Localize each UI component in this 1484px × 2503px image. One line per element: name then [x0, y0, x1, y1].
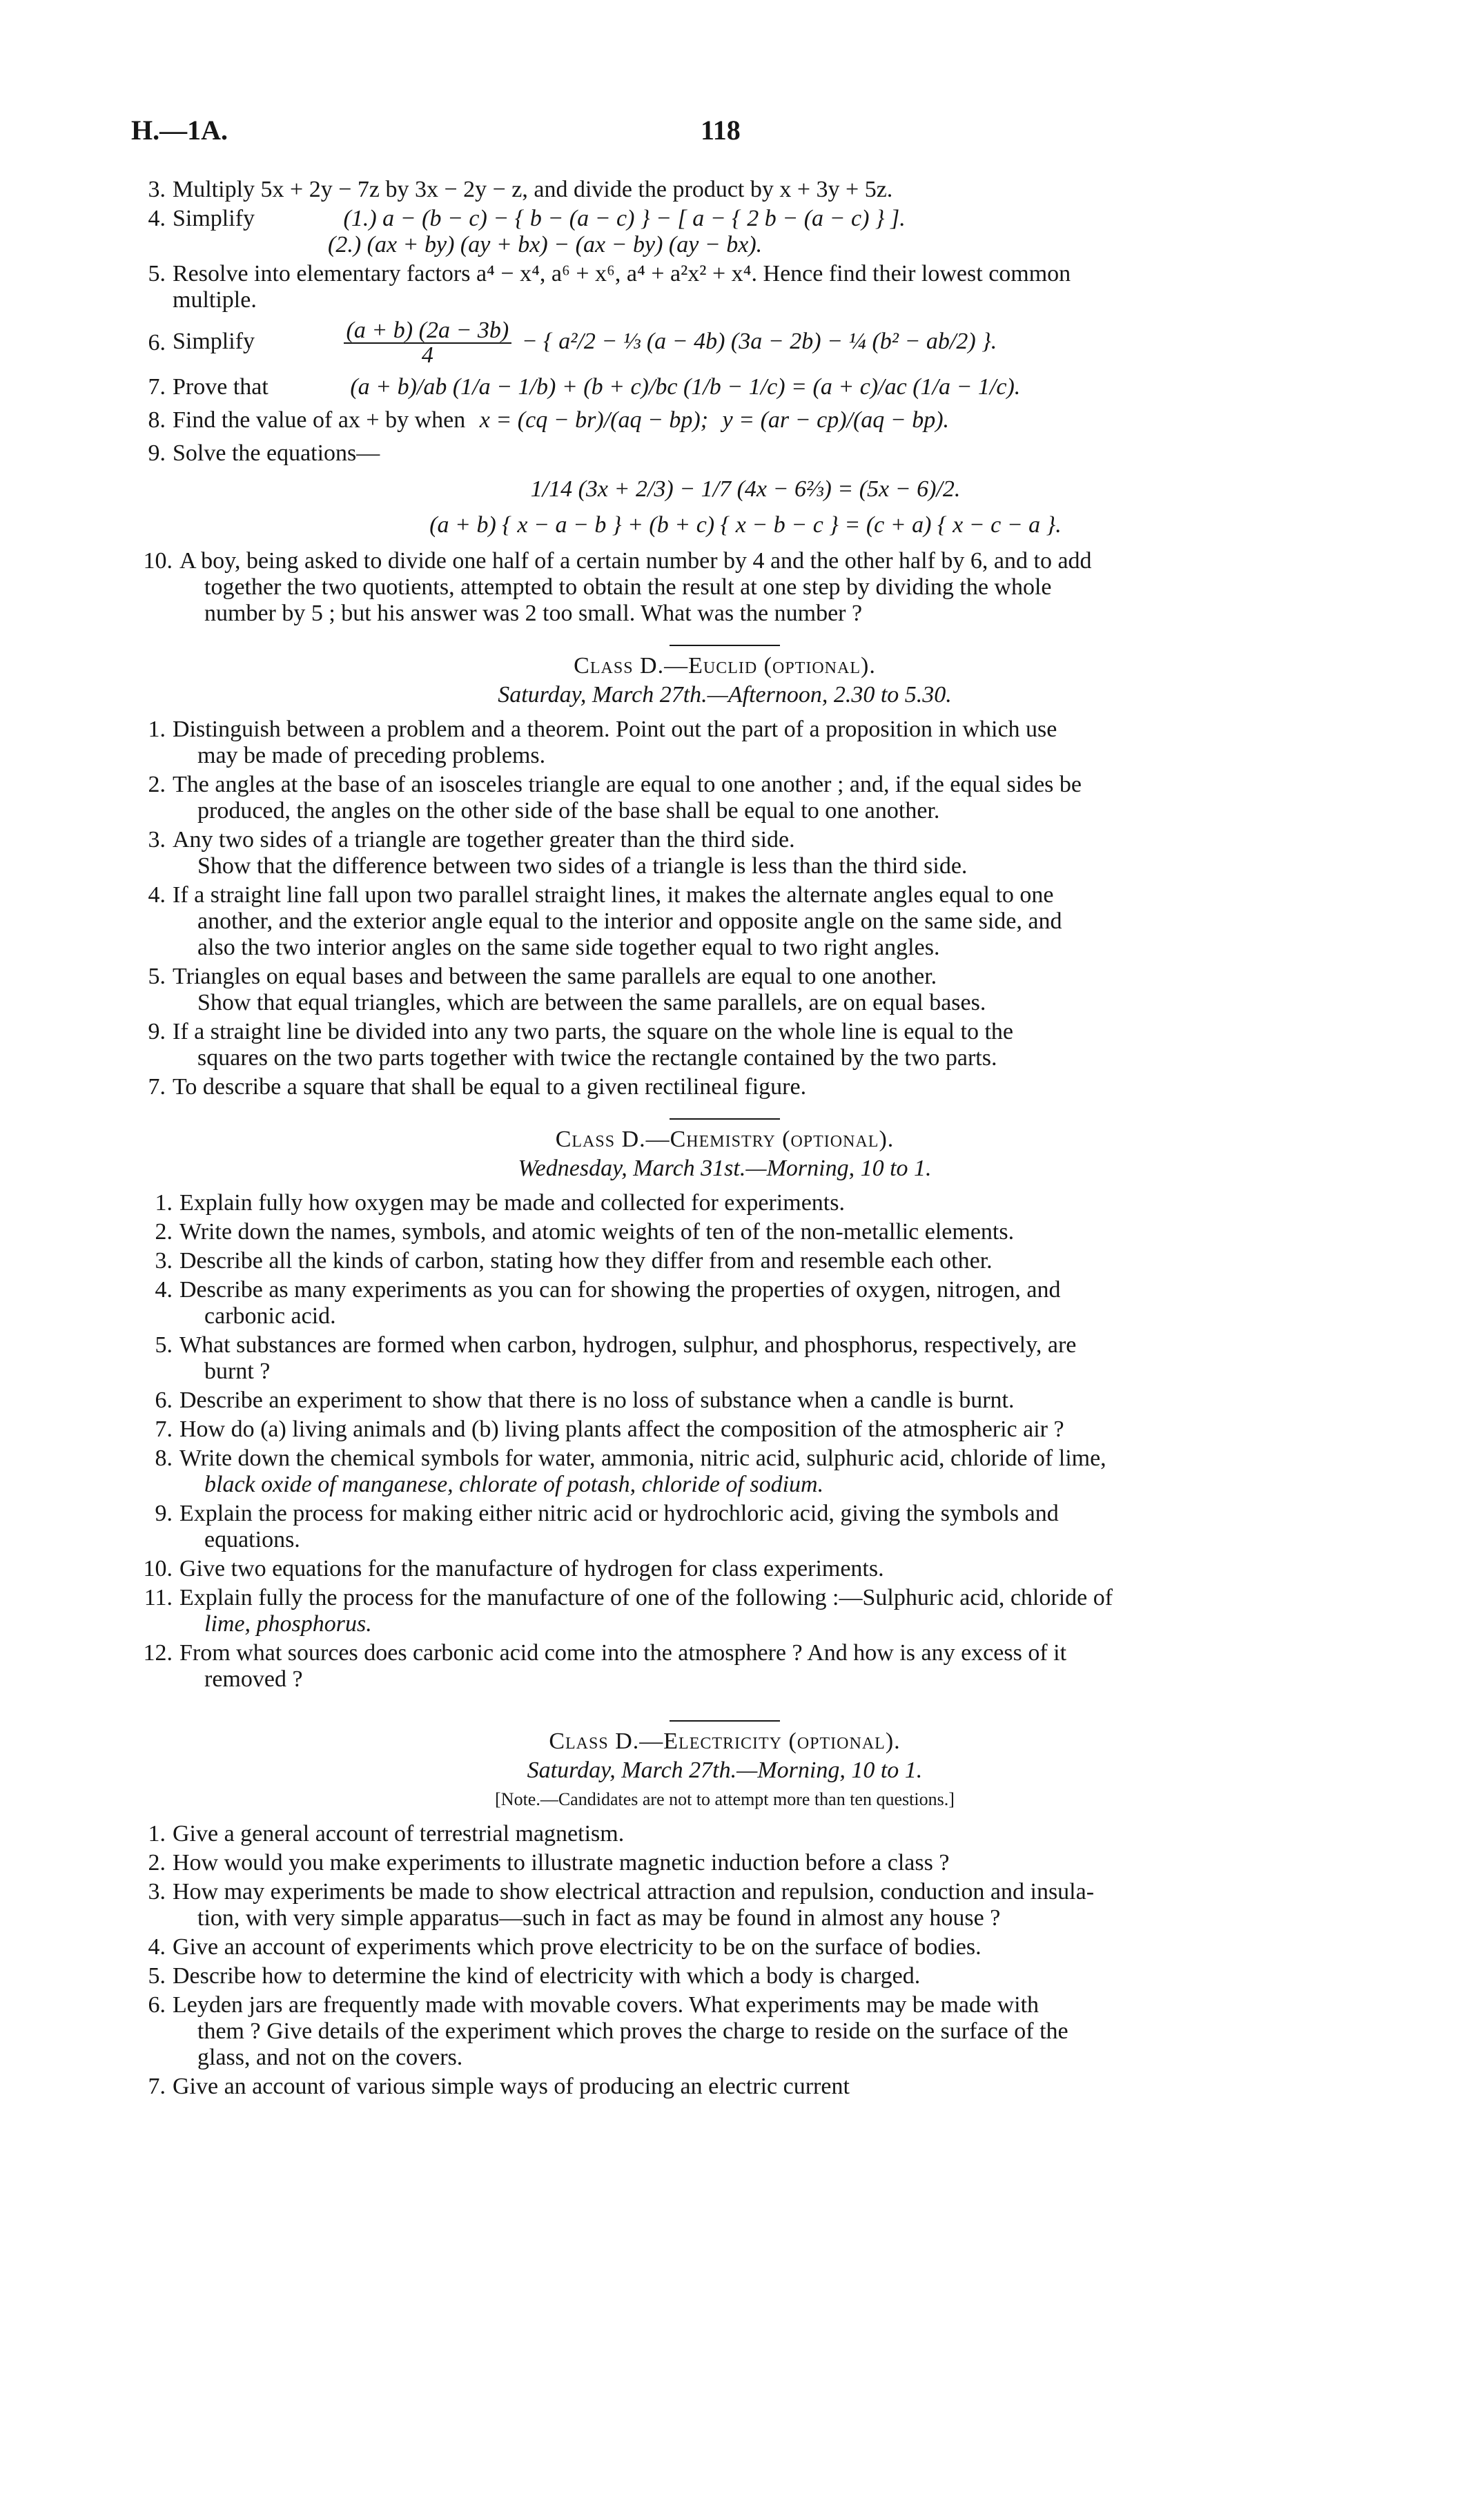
section-euclid — [131, 645, 1318, 708]
question: 7. To describe a square that shall be equal to a given rectilineal figure. — [148, 1074, 807, 1100]
question: 3. Any two sides of a triangle are together greater than the third side. Show that the difference between two sides of a triangle is less than the third side. — [148, 827, 968, 879]
fraction: $\frac{(a + b) (2a - 3b)}{4}$ — [344, 319, 512, 367]
question: 10. A boy, being asked to divide one half of a certain number by 4 and the other half by 6, and to add together the two quotients, attempted to obtain the result at one step by dividing the whole number by 5 ; but his answer was 2 too small. What was the number ? — [143, 548, 1092, 626]
section-electricity — [131, 1720, 1318, 1813]
question: 5. Describe how to determine the kind of electricity with which a body is charged. — [148, 1963, 921, 1989]
question: 9. Explain the process for making either nitric acid or hydrochloric acid, giving the symbols and equations. — [155, 1501, 1059, 1552]
section-note: [Note.—Candidates are not to attempt more than ten questions.] — [495, 1789, 955, 1809]
question: 8. Write down the chemical symbols for water, ammonia, nitric acid, sulphuric acid, chloride of lime, black oxide of manganese, chlorate of potash, chloride of sodium. — [155, 1445, 1106, 1497]
divider — [670, 1720, 780, 1722]
question: 4. Give an account of experiments which prove electricity to be on the surface of bodies. — [148, 1934, 982, 1960]
electricity-questions — [131, 1821, 1318, 2100]
question: 6. Describe an experiment to show that there is no loss of substance when a candle is burnt. — [155, 1387, 1015, 1413]
question: 2. The angles at the base of an isosceles triangle are equal to one another ; and, if the equal sides be produced, the angles on the other side of the base shall be equal to one another. — [148, 772, 1082, 824]
question: 7. How do (a) living animals and (b) living plants affect the composition of the atmospheric air ? — [155, 1416, 1064, 1442]
section-chemistry — [131, 1118, 1318, 1182]
question: 5. Triangles on equal bases and between the same parallels are equal to one another. Show that equal triangles, which are between the same parallels, are on equal bases. — [148, 964, 986, 1015]
equation: (a + b) { x − a − b } + (b + c) { x − b − c } = (c + a) { x − c − a }. — [429, 512, 1062, 538]
question: 6. Leyden jars are frequently made with movable covers. What experiments may be made with them ? Give details of the experiment which proves the charge to reside on the surface of the glass, and not on the covers. — [148, 1992, 1068, 2070]
question: 9. If a straight line be divided into any two parts, the square on the whole line is equal to the squares on the two parts together with twice the rectangle contained by the two parts. — [148, 1019, 1014, 1071]
divider — [670, 1118, 780, 1120]
algebra-questions — [131, 177, 1318, 627]
question: 1. Explain fully how oxygen may be made and collected for experiments. — [155, 1190, 845, 1216]
question: 11. Explain fully the process for the manufacture of one of the following :—Sulphuric acid, chloride of lime, phosphorus. — [144, 1585, 1113, 1637]
question: 4. Simplify (1.) a − (b − c) − { b − (a − c) } − [ a − { 2 b − (a − c) } ]. (2.) (ax + by) (ay + bx) − (ax − by) (ay − bx). — [148, 206, 906, 257]
question: 3. How may experiments be made to show electrical attraction and repulsion, conduction and insula- tion, with very simple apparatus—such in fact as may be found in almost any house ? — [148, 1879, 1095, 1931]
question: 10. Give two equations for the manufacture of hydrogen for class experiments. — [143, 1556, 884, 1581]
question: 5. What substances are formed when carbon, hydrogen, sulphur, and phosphorus, respectively, are burnt ? — [155, 1332, 1077, 1384]
question: 4. Describe as many experiments as you can for showing the properties of oxygen, nitrogen, and carbonic acid. — [155, 1277, 1061, 1329]
question: 9. Solve the equations— 1/14 (3x + 2/3) − 1/7 (4x − 6⅔) = (5x − 6)/2. (a + b) { x − a − b } + (b + c) { x − b − c } = (c + a) { x − c − a }. — [131, 440, 1318, 538]
chemistry-questions — [131, 1190, 1318, 1693]
section-title: Class D.—Euclid (optional). — [574, 653, 876, 679]
section-title: Class D.—Electricity (optional). — [549, 1728, 901, 1754]
equation: 1/14 (3x + 2/3) − 1/7 (4x − 6⅔) = (5x − 6)/2. — [530, 476, 961, 502]
question: 6. Simplify $\frac{(a + b) (2a - 3b)}{4}$ − { a²/2 − ⅓ (a − 4b) (3a − 2b) − ¼ (b² − ab/2) }. — [148, 318, 997, 368]
section-date: Saturday, March 27th.—Morning, 10 to 1. — [527, 1757, 923, 1783]
page-number: 118 — [701, 115, 741, 146]
question: 12. From what sources does carbonic acid come into the atmosphere ? And how is any excess of it removed ? — [143, 1640, 1067, 1692]
document-page — [131, 117, 1318, 2103]
section-title: Class D.—Chemistry (optional). — [555, 1127, 895, 1152]
section-date: Saturday, March 27th.—Afternoon, 2.30 to 5.30. — [498, 682, 952, 708]
question: 8. Find the value of ax + by when x = (cq − br)/(aq − bp); y = (ar − cp)/(aq − bp). — [148, 407, 950, 433]
document-reference: H.—1A. — [131, 115, 228, 146]
question: 7. Prove that (a + b)/ab (1/a − 1/b) + (b + c)/bc (1/b − 1/c) = (a + c)/ac (1/a − 1/c). — [148, 374, 1021, 400]
page-header — [131, 117, 1318, 156]
question: 3. Multiply 5x + 2y − 7z by 3x − 2y − z, and divide the product by x + 3y + 5z. — [148, 177, 893, 202]
question: 7. Give an account of various simple ways of producing an electric current — [148, 2074, 850, 2099]
divider — [670, 645, 780, 646]
question: 2. Write down the names, symbols, and atomic weights of ten of the non-metallic elements. — [155, 1219, 1015, 1245]
question: 1. Distinguish between a problem and a theorem. Point out the part of a proposition in which use may be made of preceding problems. — [148, 717, 1057, 768]
question: 4. If a straight line fall upon two parallel straight lines, it makes the alternate angles equal to one another, and the exterior angle equal to the interior and opposite angle on the same side, and also the two interior angles on the same side together equal to two right angles. — [148, 882, 1062, 960]
question: 3. Describe all the kinds of carbon, stating how they differ from and resemble each other. — [155, 1248, 993, 1274]
section-date: Wednesday, March 31st.—Morning, 10 to 1. — [518, 1156, 932, 1181]
question: 2. How would you make experiments to illustrate magnetic induction before a class ? — [148, 1850, 950, 1876]
question: 1. Give a general account of terrestrial magnetism. — [148, 1821, 625, 1847]
euclid-questions — [131, 717, 1318, 1100]
question: 5. Resolve into elementary factors a⁴ − x⁴, a⁶ + x⁶, a⁴ + a²x² + x⁴. Hence find their lowest common multiple. — [148, 261, 1071, 313]
